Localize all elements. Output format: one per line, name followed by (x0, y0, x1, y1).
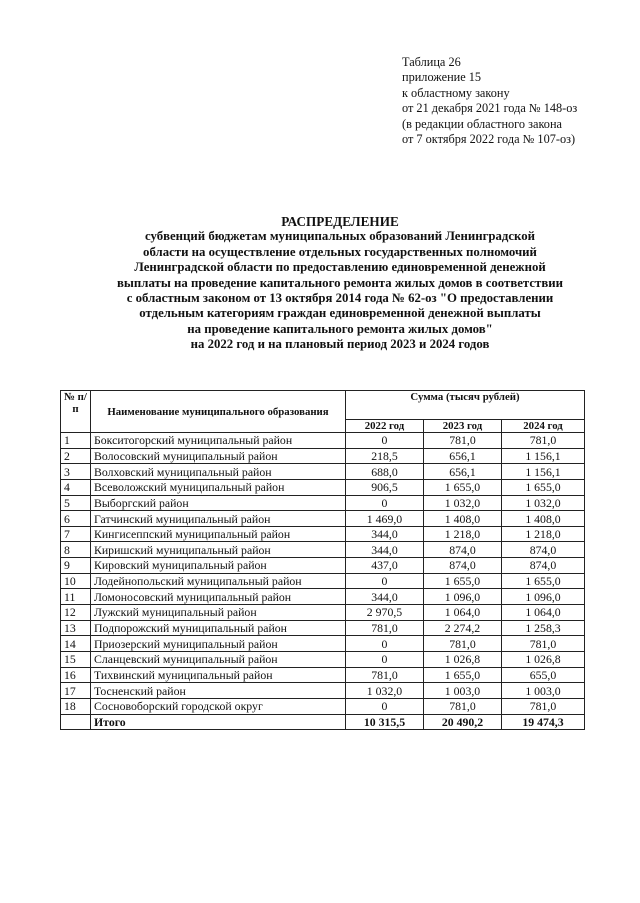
table-row (61, 479, 585, 495)
row-number: 4 (61, 479, 91, 495)
row-number: 5 (61, 495, 91, 511)
municipality-name: Кировский муниципальный район (91, 558, 346, 574)
table-row (61, 698, 585, 714)
amount-2022: 0 (346, 636, 424, 652)
table-row (61, 651, 585, 667)
municipality-name: Приозерский муниципальный район (91, 636, 346, 652)
document-title (40, 214, 640, 353)
table-row (61, 605, 585, 621)
table-row (61, 558, 585, 574)
amount-2022: 688,0 (346, 464, 424, 480)
title-line: субвенций бюджетам муниципальных образований Ленинградской (144, 229, 536, 244)
title-line: с областным законом от 13 октября 2014 года № 62-оз "О предоставлении (126, 291, 554, 306)
amount-2024: 1 156,1 (502, 448, 585, 464)
amount-2023: 1 655,0 (424, 667, 502, 683)
row-number: 8 (61, 542, 91, 558)
column-header-2023: 2023 год (424, 420, 502, 433)
amount-2022: 2 970,5 (346, 605, 424, 621)
amount-2024: 781,0 (502, 698, 585, 714)
total-row (61, 714, 585, 730)
row-number: 15 (61, 651, 91, 667)
municipality-name: Сланцевский муниципальный район (91, 651, 346, 667)
table-row (61, 433, 585, 449)
table-row (61, 573, 585, 589)
distribution-table (60, 390, 585, 730)
municipality-name: Лужский муниципальный район (91, 605, 346, 621)
header-line: от 7 октября 2022 года № 107-оз) (402, 132, 576, 147)
amount-2022: 0 (346, 495, 424, 511)
column-header-number: № п/п (61, 391, 91, 433)
row-number: 11 (61, 589, 91, 605)
amount-2024: 1 156,1 (502, 464, 585, 480)
municipality-name: Подпорожский муниципальный район (91, 620, 346, 636)
row-number: 7 (61, 526, 91, 542)
amount-2023: 1 655,0 (424, 479, 502, 495)
row-number: 10 (61, 573, 91, 589)
amount-2023: 781,0 (424, 698, 502, 714)
row-number: 17 (61, 683, 91, 699)
total-label: Итого (91, 714, 346, 730)
municipality-name: Выборгский район (91, 495, 346, 511)
amount-2023: 874,0 (424, 542, 502, 558)
amount-2022: 1 032,0 (346, 683, 424, 699)
amount-2024: 1 003,0 (502, 683, 585, 699)
amount-2024: 781,0 (502, 636, 585, 652)
title-line: выплаты на проведение капитального ремонта жилых домов в соответствии (117, 275, 563, 290)
row-number: 14 (61, 636, 91, 652)
row-number: 3 (61, 464, 91, 480)
row-number: 16 (61, 667, 91, 683)
amount-2022: 0 (346, 698, 424, 714)
title-line: Ленинградской области по предоставлению единовременной денежной (134, 260, 546, 275)
municipality-name: Волосовский муниципальный район (91, 448, 346, 464)
amount-2023: 1 064,0 (424, 605, 502, 621)
title-line: на проведение капитального ремонта жилых домов" (187, 321, 493, 336)
table-row (61, 464, 585, 480)
title-line: на 2022 год и на плановый период 2023 и 2024 годов (190, 337, 490, 352)
amount-2024: 1 408,0 (502, 511, 585, 527)
municipality-name: Всеволожский муниципальный район (91, 479, 346, 495)
table-row (61, 495, 585, 511)
header-line: (в редакции областного закона (402, 116, 562, 131)
amount-2022: 437,0 (346, 558, 424, 574)
amount-2022: 344,0 (346, 589, 424, 605)
header-line: к областному закону (402, 85, 510, 100)
column-header-sum: Сумма (тысяч рублей) (346, 391, 585, 420)
municipality-name: Волховский муниципальный район (91, 464, 346, 480)
municipality-name: Кингисеппский муниципальный район (91, 526, 346, 542)
amount-2023: 1 032,0 (424, 495, 502, 511)
row-number: 2 (61, 448, 91, 464)
amount-2023: 781,0 (424, 433, 502, 449)
title-line: отдельным категориям граждан единовременной денежной выплаты (139, 306, 541, 321)
amount-2023: 1 026,8 (424, 651, 502, 667)
table-row (61, 526, 585, 542)
row-number: 9 (61, 558, 91, 574)
amount-2023: 1 003,0 (424, 683, 502, 699)
amount-2022: 218,5 (346, 448, 424, 464)
municipality-name: Лодейнопольский муниципальный район (91, 573, 346, 589)
table-row (61, 589, 585, 605)
amount-2022: 344,0 (346, 542, 424, 558)
amount-2023: 656,1 (424, 448, 502, 464)
row-number: 18 (61, 698, 91, 714)
amount-2024: 1 218,0 (502, 526, 585, 542)
total-2024: 19 474,3 (502, 714, 585, 730)
appendix-header (402, 55, 632, 147)
amount-2024: 1 032,0 (502, 495, 585, 511)
column-header-2024: 2024 год (502, 420, 585, 433)
total-num-cell (61, 714, 91, 730)
table-row (61, 683, 585, 699)
municipality-name: Бокситогорский муниципальный район (91, 433, 346, 449)
amount-2022: 781,0 (346, 667, 424, 683)
table-row (61, 636, 585, 652)
row-number: 6 (61, 511, 91, 527)
title-heading: РАСПРЕДЕЛЕНИЕ (281, 214, 399, 229)
municipality-name: Ломоносовский муниципальный район (91, 589, 346, 605)
amount-2024: 1 655,0 (502, 573, 585, 589)
amount-2024: 874,0 (502, 558, 585, 574)
row-number: 12 (61, 605, 91, 621)
amount-2024: 1 026,8 (502, 651, 585, 667)
total-2022: 10 315,5 (346, 714, 424, 730)
header-line: приложение 15 (402, 70, 482, 85)
municipality-name: Киришский муниципальный район (91, 542, 346, 558)
amount-2022: 0 (346, 433, 424, 449)
amount-2024: 655,0 (502, 667, 585, 683)
table-row (61, 620, 585, 636)
municipality-name: Тихвинский муниципальный район (91, 667, 346, 683)
column-header-2022: 2022 год (346, 420, 424, 433)
amount-2023: 781,0 (424, 636, 502, 652)
amount-2022: 781,0 (346, 620, 424, 636)
amount-2023: 1 096,0 (424, 589, 502, 605)
row-number: 13 (61, 620, 91, 636)
amount-2023: 2 274,2 (424, 620, 502, 636)
header-line: Таблица 26 (402, 55, 461, 69)
amount-2024: 874,0 (502, 542, 585, 558)
amount-2024: 1 096,0 (502, 589, 585, 605)
amount-2022: 344,0 (346, 526, 424, 542)
row-number: 1 (61, 433, 91, 449)
amount-2024: 781,0 (502, 433, 585, 449)
table-body (61, 433, 585, 730)
amount-2022: 0 (346, 573, 424, 589)
amount-2024: 1 258,3 (502, 620, 585, 636)
title-line: области на осуществление отдельных государственных полномочий (143, 244, 537, 259)
header-line: от 21 декабря 2021 года № 148-оз (402, 101, 578, 116)
amount-2022: 1 469,0 (346, 511, 424, 527)
amount-2023: 1 655,0 (424, 573, 502, 589)
total-2023: 20 490,2 (424, 714, 502, 730)
amount-2023: 1 218,0 (424, 526, 502, 542)
amount-2022: 906,5 (346, 479, 424, 495)
amount-2023: 874,0 (424, 558, 502, 574)
municipality-name: Гатчинский муниципальный район (91, 511, 346, 527)
amount-2023: 656,1 (424, 464, 502, 480)
table-row (61, 448, 585, 464)
amount-2024: 1 064,0 (502, 605, 585, 621)
municipality-name: Тосненский район (91, 683, 346, 699)
table-row (61, 511, 585, 527)
column-header-name: Наименование муниципального образования (91, 391, 346, 433)
amount-2022: 0 (346, 651, 424, 667)
amount-2023: 1 408,0 (424, 511, 502, 527)
municipality-name: Сосновоборский городской округ (91, 698, 346, 714)
amount-2024: 1 655,0 (502, 479, 585, 495)
table-row (61, 542, 585, 558)
table-row (61, 667, 585, 683)
